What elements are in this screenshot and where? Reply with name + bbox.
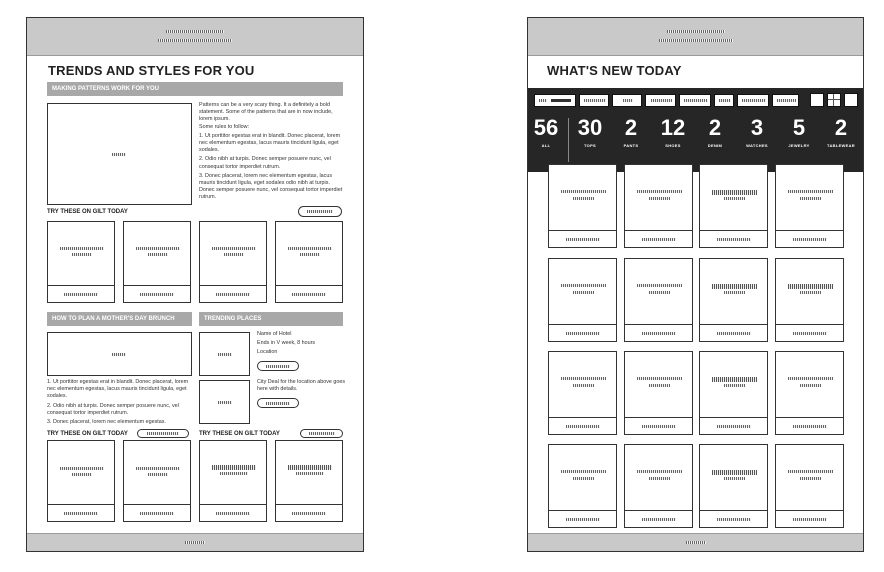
- product-tile[interactable]: [548, 351, 617, 435]
- product-caption: [48, 504, 114, 521]
- product-scribble: [724, 197, 745, 200]
- product-caption: [625, 417, 692, 434]
- product-scribble: [300, 253, 320, 256]
- product-caption: [276, 285, 342, 302]
- product-scribble: [60, 247, 104, 250]
- product-scribble: [724, 291, 745, 294]
- product-scribble: [561, 190, 606, 193]
- product-scribble: [296, 472, 324, 475]
- category-jewelry[interactable]: [778, 116, 820, 148]
- button-scribble: [266, 402, 290, 405]
- product-caption: [776, 230, 843, 247]
- category-count: 2: [624, 115, 638, 140]
- filter-chip[interactable]: [534, 94, 576, 107]
- see-all-button-2[interactable]: [137, 429, 189, 438]
- product-scribble: [561, 470, 606, 473]
- product-caption: [700, 324, 767, 341]
- patterns-text: [199, 102, 347, 204]
- caption-scribble: [292, 293, 326, 296]
- see-all-button-1[interactable]: [298, 206, 342, 217]
- product-caption: [48, 285, 114, 302]
- caption-scribble: [140, 293, 174, 296]
- category-filter-strip: [528, 88, 863, 172]
- product-tile[interactable]: [275, 440, 343, 522]
- product-tile[interactable]: [775, 351, 844, 435]
- caption-scribble: [642, 518, 676, 521]
- product-scribble: [800, 291, 821, 294]
- category-count: 12: [660, 115, 686, 140]
- product-tile[interactable]: [699, 351, 768, 435]
- product-caption: [625, 230, 692, 247]
- product-scribble: [712, 470, 757, 475]
- product-tile[interactable]: [47, 221, 115, 303]
- filter-chip[interactable]: [772, 94, 799, 107]
- category-count: 2: [708, 115, 722, 140]
- product-scribble: [649, 291, 670, 294]
- product-scribble: [649, 384, 670, 387]
- product-caption: [549, 510, 616, 527]
- patterns-rule-2: 2. Odio nibh at turpis. Donec semper posuere nunc, vel consequat tortor imperdiet rutrum.: [199, 156, 331, 170]
- product-scribble: [561, 284, 606, 287]
- caption-scribble: [717, 238, 751, 241]
- product-caption: [124, 285, 190, 302]
- product-scribble: [649, 197, 670, 200]
- product-tile[interactable]: [624, 164, 693, 248]
- image-placeholder-scribble: [218, 353, 232, 356]
- product-caption: [625, 324, 692, 341]
- image-placeholder-scribble: [112, 153, 126, 156]
- header-bar: [528, 18, 863, 56]
- product-scribble: [724, 384, 745, 387]
- try-these-label-3: TRY THESE ON GILT TODAY: [199, 431, 280, 437]
- product-scribble: [637, 284, 682, 287]
- chip-scribble: [777, 99, 796, 102]
- place-2-button[interactable]: [257, 398, 299, 408]
- product-scribble: [637, 377, 682, 380]
- chip-scribble: [623, 99, 633, 102]
- caption-scribble: [292, 512, 326, 515]
- chip-scribble: [684, 99, 708, 102]
- filter-chip[interactable]: [679, 94, 711, 107]
- product-caption: [124, 504, 190, 521]
- product-scribble: [573, 197, 594, 200]
- product-tile[interactable]: [47, 440, 115, 522]
- caption-scribble: [566, 238, 600, 241]
- caption-scribble: [216, 512, 250, 515]
- product-scribble: [136, 247, 180, 250]
- chip-scribble: [651, 99, 672, 102]
- product-scribble: [288, 465, 332, 470]
- category-pants[interactable]: [610, 116, 652, 148]
- patterns-rule-3: 3. Donec placerat, lorem nec elementum egestas, lacus mauris tincidunt ligula, eget sodales odio nibh at turpis. Donec semper posuere nunc, vel consequat tortor imperdiet rutrum.: [199, 172, 343, 201]
- category-label: DENIM: [707, 143, 723, 148]
- category-label: SHOES: [665, 143, 681, 148]
- product-tile[interactable]: [624, 351, 693, 435]
- button-scribble: [147, 432, 179, 435]
- caption-scribble: [717, 518, 751, 521]
- product-scribble: [800, 477, 821, 480]
- section-places-header: TRENDING PLACES: [199, 312, 343, 326]
- product-caption: [776, 510, 843, 527]
- product-tile[interactable]: [123, 221, 191, 303]
- place-1-button[interactable]: [257, 361, 299, 371]
- page-title: TRENDS AND STYLES FOR YOU: [48, 63, 255, 78]
- header-scribble: [667, 30, 725, 33]
- caption-scribble: [793, 518, 827, 521]
- caption-scribble: [566, 332, 600, 335]
- chip-scribble: [584, 99, 606, 102]
- category-label: JEWELRY: [788, 143, 810, 148]
- product-caption: [200, 285, 266, 302]
- place-2-image[interactable]: [199, 380, 250, 424]
- product-scribble: [212, 465, 256, 470]
- category-label: WATCHES: [746, 143, 768, 148]
- caption-scribble: [642, 332, 676, 335]
- product-scribble: [148, 473, 168, 476]
- product-scribble: [573, 384, 594, 387]
- product-caption: [276, 504, 342, 521]
- product-tile[interactable]: [275, 221, 343, 303]
- caption-scribble: [216, 293, 250, 296]
- chip-scribble: [719, 99, 731, 102]
- button-scribble: [307, 210, 333, 213]
- brunch-image[interactable]: [47, 332, 192, 376]
- button-scribble: [266, 365, 290, 368]
- header-scribble: [659, 39, 733, 42]
- product-caption: [200, 504, 266, 521]
- filter-chip[interactable]: [737, 94, 769, 107]
- caption-scribble: [642, 238, 676, 241]
- caption-scribble: [793, 238, 827, 241]
- product-caption: [625, 510, 692, 527]
- product-scribble: [288, 247, 332, 250]
- chip-scribble: [551, 99, 571, 102]
- try-these-label-1: TRY THESE ON GILT TODAY: [47, 209, 128, 215]
- product-scribble: [224, 253, 244, 256]
- caption-scribble: [566, 518, 600, 521]
- caption-scribble: [793, 332, 827, 335]
- filter-chip[interactable]: [579, 94, 609, 107]
- product-caption: [700, 510, 767, 527]
- category-watches[interactable]: [736, 116, 778, 148]
- brunch-step-2: 2. Odio nibh at turpis. Donec semper posuere nunc, vel consequat tortor imperdiet rutrum.: [47, 402, 179, 416]
- product-tile[interactable]: [123, 440, 191, 522]
- category-tablewear[interactable]: [820, 116, 862, 148]
- category-count: 3: [750, 115, 764, 140]
- product-scribble: [649, 477, 670, 480]
- category-label: TOPS: [583, 143, 597, 148]
- toggle-line: [833, 94, 834, 106]
- product-scribble: [724, 477, 745, 480]
- product-scribble: [72, 473, 92, 476]
- product-scribble: [220, 472, 248, 475]
- footer-bar: [528, 533, 863, 551]
- product-scribble: [637, 190, 682, 193]
- product-tile[interactable]: [548, 164, 617, 248]
- patterns-rules-heading: Some rules to follow:: [199, 123, 250, 130]
- try-these-label-2: TRY THESE ON GILT TODAY: [47, 431, 128, 437]
- product-caption: [700, 230, 767, 247]
- brunch-step-1: 1. Ut porttitor egestas erat in blandit. Donec placerat, lorem nec elementum egestas, lacus mauris tincidunt ligula, eget sodales.: [47, 379, 189, 400]
- product-caption: [549, 417, 616, 434]
- product-tile[interactable]: [699, 444, 768, 528]
- toggle-line: [828, 99, 840, 100]
- footer-scribble: [185, 541, 205, 544]
- category-label: TABLEWEAR: [827, 143, 855, 148]
- product-caption: [776, 324, 843, 341]
- caption-scribble: [642, 425, 676, 428]
- detail-view-toggle[interactable]: [844, 93, 858, 107]
- product-caption: [549, 324, 616, 341]
- category-label: PANTS: [623, 143, 639, 148]
- product-scribble: [800, 384, 821, 387]
- product-tile[interactable]: [548, 444, 617, 528]
- product-scribble: [573, 477, 594, 480]
- product-scribble: [788, 190, 833, 193]
- product-scribble: [788, 284, 833, 289]
- footer-scribble: [686, 541, 706, 544]
- product-caption: [776, 417, 843, 434]
- grid-view-toggle[interactable]: [810, 93, 824, 107]
- product-scribble: [212, 247, 256, 250]
- whats-new-screen: [527, 17, 864, 552]
- product-scribble: [800, 197, 821, 200]
- product-tile[interactable]: [199, 440, 267, 522]
- product-scribble: [712, 284, 757, 289]
- filter-chip[interactable]: [714, 94, 734, 107]
- product-tile[interactable]: [699, 164, 768, 248]
- category-tops[interactable]: [569, 116, 611, 148]
- brunch-step-3: 3. Donec placerat, lorem nec elementum egestas.: [47, 419, 166, 426]
- category-count: 5: [792, 115, 806, 140]
- product-tile[interactable]: [775, 164, 844, 248]
- caption-scribble: [64, 512, 98, 515]
- list-view-toggle[interactable]: [827, 93, 841, 107]
- filter-chip[interactable]: [645, 94, 676, 107]
- header-bar: [27, 18, 363, 56]
- product-scribble: [637, 470, 682, 473]
- place-2-desc: City Deal for the location above goes here with details.: [257, 379, 346, 393]
- product-caption: [700, 417, 767, 434]
- product-scribble: [788, 377, 833, 380]
- caption-scribble: [140, 512, 174, 515]
- category-count: 56: [533, 115, 559, 140]
- footer-bar: [27, 533, 363, 551]
- image-placeholder-scribble: [112, 353, 126, 356]
- category-all[interactable]: [527, 116, 567, 148]
- category-label: ALL: [541, 143, 551, 148]
- category-shoes[interactable]: [652, 116, 694, 148]
- button-scribble: [309, 432, 335, 435]
- product-tile[interactable]: [199, 221, 267, 303]
- product-tile[interactable]: [775, 444, 844, 528]
- product-tile[interactable]: [775, 258, 844, 342]
- filter-chip[interactable]: [612, 94, 642, 107]
- caption-scribble: [717, 332, 751, 335]
- chip-scribble: [742, 99, 766, 102]
- caption-scribble: [64, 293, 98, 296]
- category-denim[interactable]: [694, 116, 736, 148]
- caption-scribble: [793, 425, 827, 428]
- place-1-name: Name of Hotel: [257, 331, 292, 337]
- product-scribble: [573, 291, 594, 294]
- product-tile[interactable]: [548, 258, 617, 342]
- place-1-info: [257, 331, 347, 359]
- category-count: 2: [834, 115, 848, 140]
- product-scribble: [561, 377, 606, 380]
- place-1-location: Location: [257, 349, 278, 356]
- page-title: WHAT'S NEW TODAY: [547, 63, 682, 78]
- product-caption: [549, 230, 616, 247]
- product-scribble: [712, 377, 757, 382]
- place-1-image[interactable]: [199, 332, 250, 376]
- product-tile[interactable]: [699, 258, 768, 342]
- product-scribble: [60, 467, 104, 470]
- product-scribble: [712, 190, 757, 195]
- brunch-text: [47, 379, 197, 428]
- pattern-image[interactable]: [47, 103, 192, 205]
- product-scribble: [136, 467, 180, 470]
- patterns-rule-1: 1. Ut porttitor egestas erat in blandit. Donec placerat, lorem nec elementum egestas, lacus mauris tincidunt ligula, eget sodales.: [199, 132, 341, 154]
- product-tile[interactable]: [624, 258, 693, 342]
- caption-scribble: [566, 425, 600, 428]
- trends-screen: [26, 17, 364, 552]
- product-tile[interactable]: [624, 444, 693, 528]
- header-scribble: [166, 30, 224, 33]
- see-all-button-3[interactable]: [300, 429, 343, 438]
- caption-scribble: [717, 425, 751, 428]
- product-scribble: [148, 253, 168, 256]
- section-patterns-header: MAKING PATTERNS WORK FOR YOU: [47, 82, 343, 96]
- image-placeholder-scribble: [218, 401, 232, 404]
- place-1-ends: Ends in V week, 8 hours: [257, 340, 316, 347]
- patterns-intro: Patterns can be a very scary thing. It a definitely a bold statement. Some of the patterns that are in now include, lorem ipsum.: [199, 102, 333, 123]
- product-scribble: [788, 470, 833, 473]
- section-brunch-header: HOW TO PLAN A MOTHER'S DAY BRUNCH: [47, 312, 192, 326]
- chip-scribble: [539, 99, 547, 102]
- header-scribble: [158, 39, 232, 42]
- product-scribble: [72, 253, 92, 256]
- category-count: 30: [577, 115, 603, 140]
